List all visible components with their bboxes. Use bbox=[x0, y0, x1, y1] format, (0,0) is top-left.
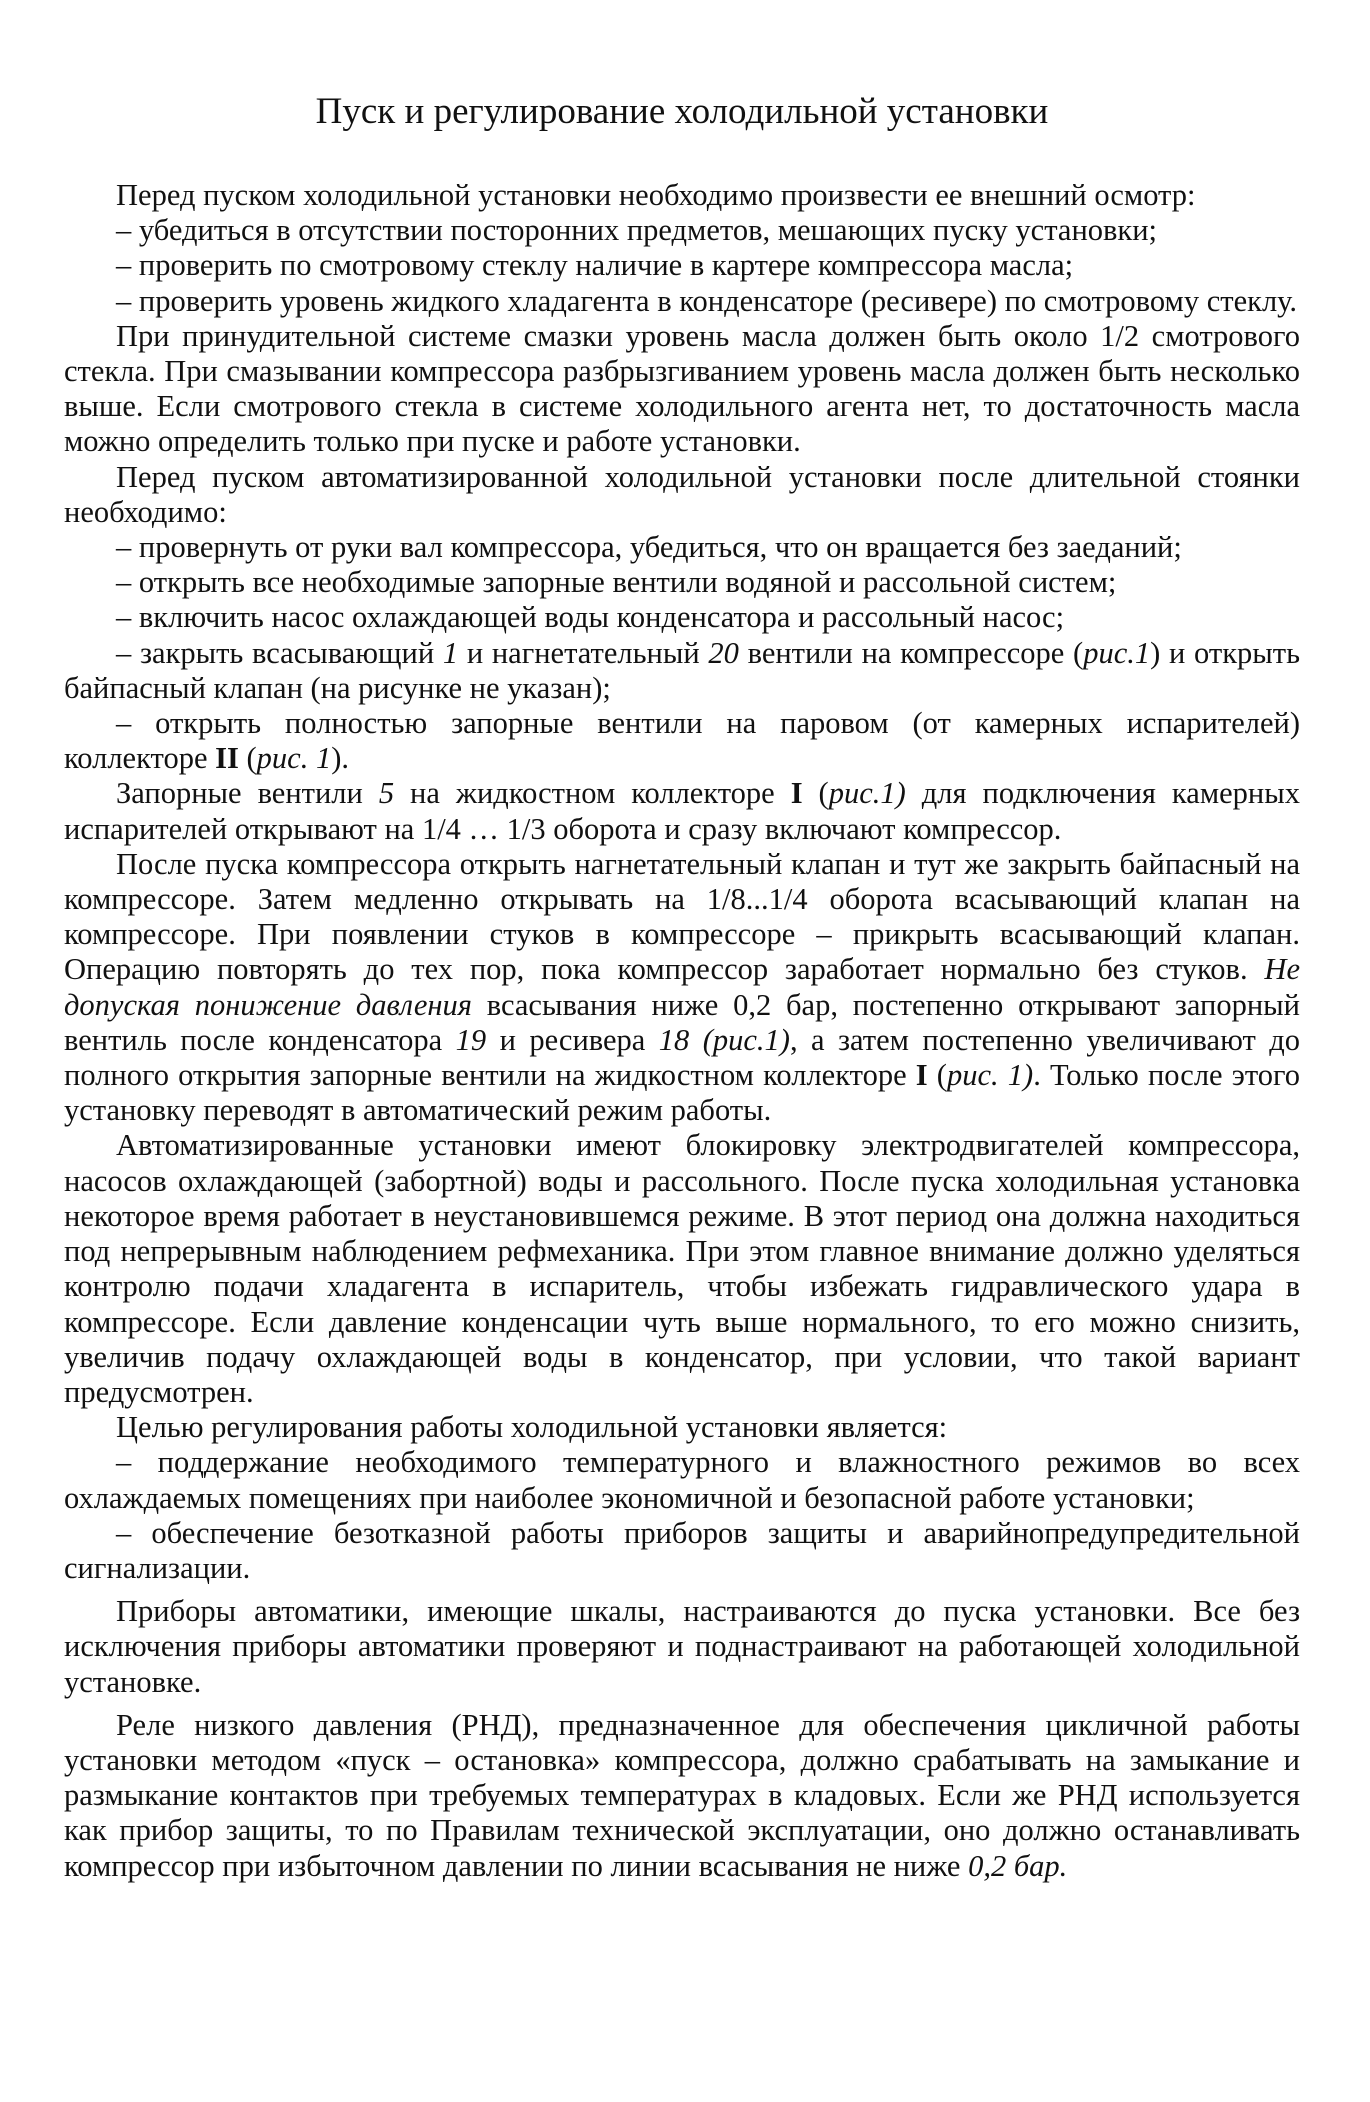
emphasis-text: Не допуская понижение давления bbox=[64, 952, 1300, 1022]
list-item: – проверить по смотровому стеклу наличие в картере компрессора масла; bbox=[116, 248, 1074, 283]
text-span: , а затем постепенно увеличивают до полного открытия запорные вентили на жидкостном коллекторе bbox=[64, 1022, 1300, 1093]
relay-paragraph bbox=[64, 1708, 1300, 1884]
liquid-collector-paragraph bbox=[64, 776, 1300, 846]
collector-numeral: I bbox=[915, 1058, 928, 1093]
text-span: ( bbox=[802, 776, 829, 811]
figure-reference: рис. 1) bbox=[946, 1058, 1034, 1093]
pressure-value: 0,2 бар. bbox=[968, 1848, 1068, 1883]
text-span: и ресивера bbox=[486, 1022, 659, 1057]
oil-level-paragraph: При принудительной системе смазки уровень масла должен быть около 1/2 смотрового стекла. При смазывании компрессора разбрызгиванием уровень масла должен быть несколько выше. Если смотрового стекла в системе холодильного агента нет, то достаточность масла можно определить только при пуске и работе установки. bbox=[64, 318, 1300, 459]
text-span: – закрыть всасывающий bbox=[116, 635, 443, 670]
text-span: – открыть полностью запорные вентили на паровом (от камерных испарителей) коллекторе bbox=[64, 706, 1300, 776]
list-item: – обеспечение безотказной работы приборов защиты и аварийнопредупредительной сигнализации. bbox=[64, 1515, 1300, 1585]
text-span: ( bbox=[927, 1058, 947, 1093]
list-item: – включить насос охлаждающей воды конденсатора и рассольный насос; bbox=[116, 600, 1065, 635]
figure-reference: рис.1) bbox=[828, 776, 906, 811]
list-item-close-valves bbox=[64, 636, 1300, 706]
valve-number: 20 bbox=[708, 635, 739, 670]
figure-reference: (рис.1) bbox=[702, 1022, 790, 1057]
text-span: вентили на компрессоре ( bbox=[738, 635, 1084, 670]
text-span: . Только после этого установку переводят в автоматический режим работы. bbox=[64, 1058, 1300, 1128]
text-span: Запорные вентили bbox=[116, 776, 379, 811]
intro-paragraph: Перед пуском холодильной установки необходимо произвести ее внешний осмотр: bbox=[116, 178, 1196, 212]
document-page bbox=[64, 90, 1300, 1884]
component-number: 19 bbox=[455, 1022, 487, 1057]
text-span: на жидкостном коллекторе bbox=[394, 776, 791, 811]
list-item: – открыть все необходимые запорные вентили водяной и рассольной систем; bbox=[116, 565, 1117, 600]
list-item: – поддержание необходимого температурного и влажностного режимов во всех охлаждаемых помещениях при наиболее экономичной и безопасной работе установки; bbox=[64, 1445, 1300, 1515]
after-start-paragraph bbox=[64, 847, 1300, 1129]
text-span: ). bbox=[331, 741, 349, 776]
instruments-paragraph: Приборы автоматики, имеющие шкалы, настраиваются до пуска установки. Все без исключения приборы автоматики проверяют и поднастраивают на работающей холодильной установке. bbox=[64, 1594, 1300, 1699]
list-item: – провернуть от руки вал компрессора, убедиться, что он вращается без заеданий; bbox=[116, 530, 1182, 565]
automation-paragraph: Автоматизированные установки имеют блокировку электродвигателей компрессора, насосов охлаждающей (забортной) воды и рассольного. После пуска холодильная установка некоторое время работает в неустановившемся режиме. В этот период она должна находиться под непрерывным наблюдением рефмеханика. При этом главное внимание должно уделяться контролю подачи хладагента в испаритель, чтобы избежать гидравлического удара в компрессоре. Если давление конденсации чуть выше нормального, то его можно снизить, увеличив подачу охлаждающей воды в конденсатор, при условии, что такой вариант предусмотрен. bbox=[64, 1128, 1300, 1409]
list-item-open-collector bbox=[64, 706, 1300, 776]
pre-start-paragraph: Перед пуском автоматизированной холодильной установки после длительной стоянки необходимо: bbox=[64, 459, 1300, 529]
valve-number: 1 bbox=[442, 635, 459, 670]
collector-numeral: II bbox=[215, 741, 239, 776]
text-span: для подключения камерных испарителей открывают на 1/4 … 1/3 оборота и сразу включают компрессор. bbox=[64, 776, 1300, 846]
text-span bbox=[689, 1023, 702, 1057]
figure-reference: рис.1 bbox=[1083, 635, 1151, 670]
text-span: Реле низкого давления (РНД), предназначенное для обеспечения цикличной работы установки методом «пуск – остановка» компрессора, должно срабатывать на замыкание и размыкание контактов при требуемых температурах в кладовых. Если же РНД используется как прибор защиты, то по Правилам технической эксплуатации, оно должно останавливать компрессор при избыточном давлении по линии всасывания не ниже bbox=[64, 1707, 1300, 1883]
list-item: – убедиться в отсутствии посторонних предметов, мешающих пуску установки; bbox=[116, 213, 1158, 248]
regulation-goal-paragraph: Целью регулирования работы холодильной установки является: bbox=[116, 1410, 948, 1445]
text-span: и нагнетательный bbox=[458, 635, 709, 670]
text-span: всасывания ниже 0,2 бар, постепенно открывают запорный вентиль после конденсатора bbox=[64, 987, 1300, 1057]
text-span: После пуска компрессора открыть нагнетательный клапан и тут же закрыть байпасный на компрессоре. Затем медленно открывать на 1/8...1/4 оборота всасывающий клапан на компрессоре. При появлении стуков в компрессоре – прикрыть всасывающий клапан. Операцию повторять до тех пор, пока компрессор заработает нормально без стуков. bbox=[64, 846, 1300, 987]
figure-reference: рис. 1 bbox=[256, 741, 332, 776]
collector-numeral: I bbox=[790, 776, 803, 811]
page-title: Пуск и регулирование холодильной установки bbox=[315, 91, 1049, 132]
component-number: 18 bbox=[658, 1022, 690, 1057]
list-item: – проверить уровень жидкого хладагента в конденсаторе (ресивере) по смотровому стеклу. bbox=[116, 283, 1297, 318]
valve-number: 5 bbox=[378, 776, 395, 811]
text-span: ) и открыть байпасный клапан (на рисунке не указан); bbox=[64, 635, 1300, 705]
text-span: ( bbox=[238, 741, 257, 776]
